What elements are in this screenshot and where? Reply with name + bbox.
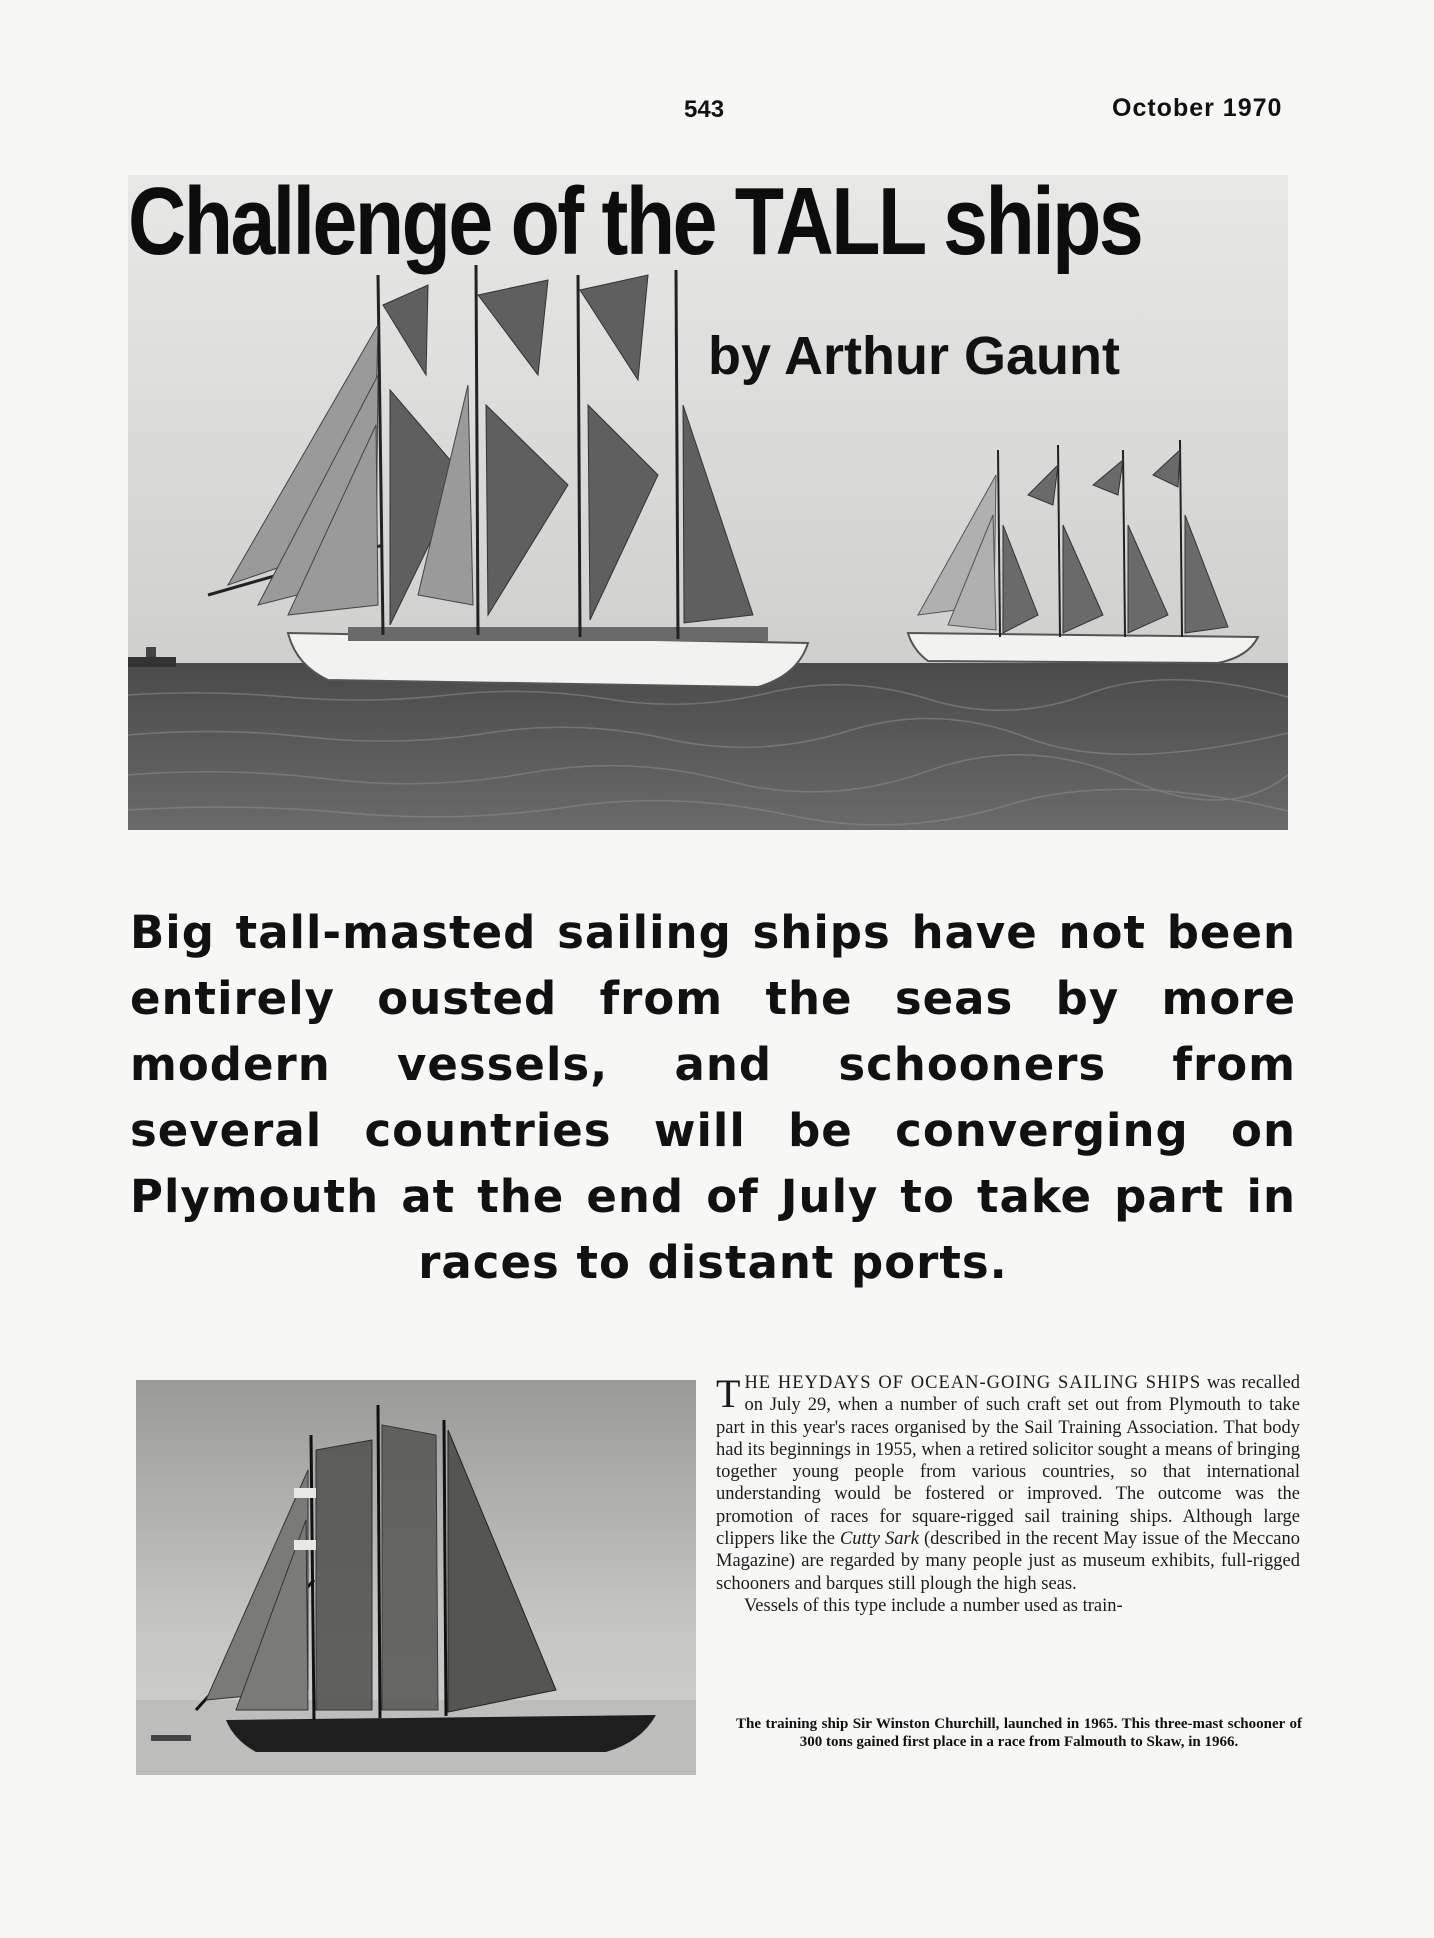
- three-mast-schooner-graphic: [136, 1380, 696, 1775]
- body-text-2: (described in the recent May issue of the Meccano Magazine) are regarded by many people just as museum exhibits, full-rigged schooners and barques still plough the high seas.: [716, 1529, 1301, 1594]
- body-text-1: was recalled on July 29, when a number of such craft set out from Plymouth to take part in this year's races organised by the Sail Training Association. That body had its beginnings in 1955, when a retired solicitor sought a means of bringing together young people from various countries, so that international understanding would be fostered or improved. The outcome was the promotion of races for square-rigged sail training ships. Although large clippers like the: [716, 1373, 1300, 1550]
- byline: by Arthur Gaunt: [708, 326, 1120, 386]
- photo-caption: The training ship Sir Winston Churchill, launched in 1965. This three-mast schooner of 300 tons gained first place in a race from Falmouth to Skaw, in 1966.: [736, 1716, 1302, 1750]
- dropcap: T: [716, 1371, 741, 1416]
- tall-ships-photo: [128, 175, 1288, 830]
- sir-winston-churchill-photo: [136, 1380, 696, 1775]
- ship-name-italic: Cutty Sark: [839, 1529, 919, 1550]
- body-paragraph-2: Vessels of this type include a number used as train-: [744, 1595, 1123, 1616]
- standfirst: Big tall-masted sailing ships have not been entirely ousted from the seas by more modern vessels, and schooners from several countries will be converging on Plymouth at the end of July to take part in races to distant ports.: [130, 906, 1296, 1289]
- article-body: [716, 1372, 1300, 1617]
- lead-in-caps: HE HEYDAYS OF OCEAN-GOING SAILING SHIPS: [744, 1373, 1202, 1393]
- article-title: Challenge of the TALL ships: [128, 175, 1142, 275]
- page-number: 543: [684, 96, 725, 123]
- body-paragraph-1: [716, 1372, 1300, 1595]
- issue-date: October 1970: [1112, 94, 1283, 122]
